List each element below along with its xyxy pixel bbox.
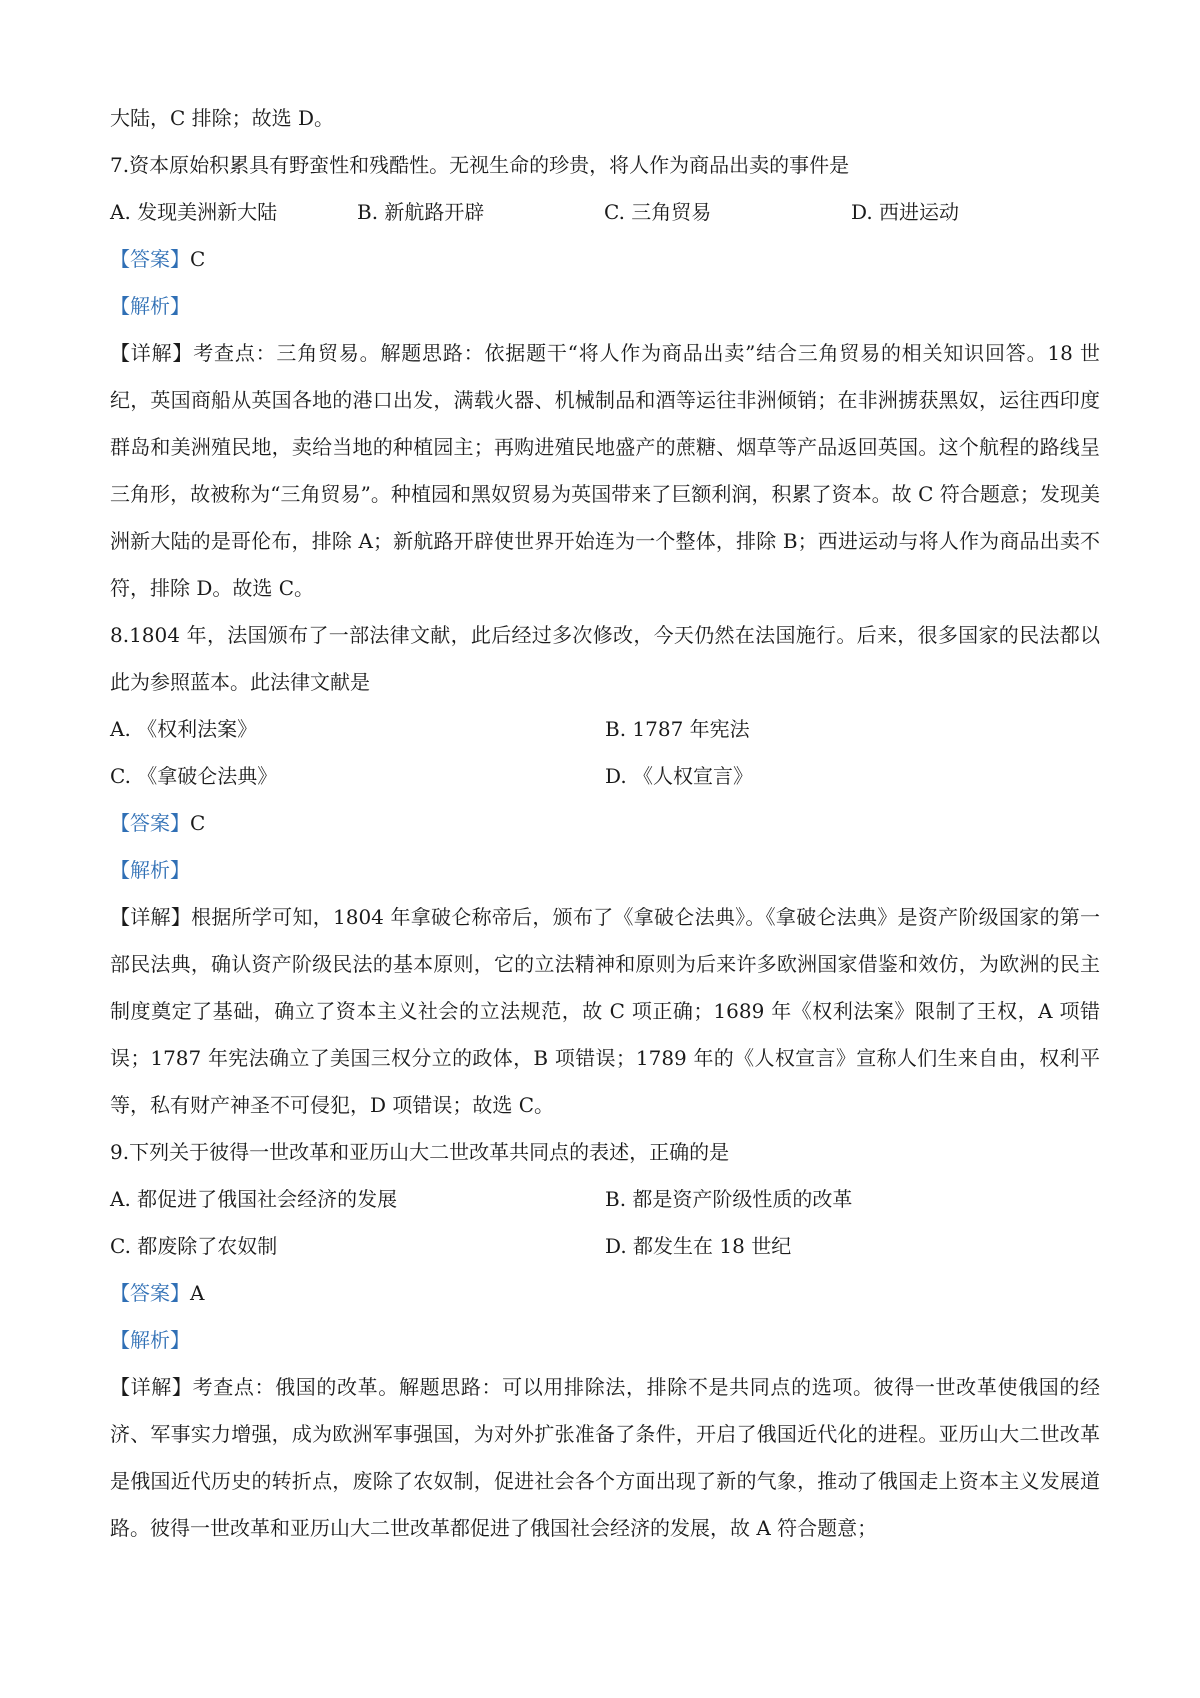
q8-option-a: A. 《权利法案》 <box>110 717 258 741</box>
q7-option-d: D. 西进运动 <box>851 200 960 224</box>
detail-text: 根据所学可知，1804 年拿破仑称帝后，颁布了《拿破仑法典》。《拿破仑法典》是资产阶级国家的第一部民法典，确认资产阶级民法的基本原则，它的立法精神和原则为后来许多欧洲国家借鉴和效仿，为欧洲的民主制度奠定了基础，确立了资本主义社会的立法规范，故 C 项正确；1689 年《权利法案》限制了王权，A 项错误；1787 年宪法确立了美国三权分立的政体，B 项错误；1789 年的《人权宣言》宣称人们生来自由，权利平等，私有财产神圣不可侵犯，D 项错误；故选 C。 <box>110 905 1100 1117</box>
detail-tag: 【详解】 <box>110 341 194 365</box>
answer-value: C <box>190 811 206 835</box>
q8-option-c: C. 《拿破仑法典》 <box>110 764 278 788</box>
q8-options-row2 <box>110 753 1100 800</box>
q7-option-b: B. 新航路开辟 <box>357 200 485 224</box>
answer-tag: 【答案】 <box>110 247 190 271</box>
q9-option-c: C. 都废除了农奴制 <box>110 1234 278 1258</box>
q9-option-a: A. 都促进了俄国社会经济的发展 <box>110 1187 398 1211</box>
q9-analysis-tag: 【解析】 <box>110 1328 190 1352</box>
q8-analysis-tag: 【解析】 <box>110 858 190 882</box>
q7-answer <box>110 236 1100 283</box>
q9-options-row1 <box>110 1176 1100 1223</box>
q7-stem: 7.资本原始积累具有野蛮性和残酷性。无视生命的珍贵，将人作为商品出卖的事件是 <box>110 153 850 177</box>
q8-option-d: D. 《人权宣言》 <box>605 764 754 788</box>
answer-tag: 【答案】 <box>110 1281 190 1305</box>
q7-detail <box>110 330 1100 612</box>
q9-answer <box>110 1270 1100 1317</box>
detail-tag: 【详解】 <box>110 905 192 929</box>
answer-tag: 【答案】 <box>110 811 190 835</box>
detail-text: 考查点：三角贸易。解题思路：依据题干“将人作为商品出卖”结合三角贸易的相关知识回答。18 世纪，英国商船从英国各地的港口出发，满载火器、机械制品和酒等运往非洲倾销；在非洲掳获黑奴，运往西印度群岛和美洲殖民地，卖给当地的种植园主；再购进殖民地盛产的蔗糖、烟草等产品返回英国。这个航程的路线呈三角形，故被称为“三角贸易”。种植园和黑奴贸易为英国带来了巨额利润，积累了资本。故 C 符合题意；发现美洲新大陆的是哥伦布，排除 A；新航路开辟使世界开始连为一个整体，排除 B；西进运动与将人作为商品出卖不符，排除 D。故选 C。 <box>110 341 1100 600</box>
q9-stem: 9.下列关于彼得一世改革和亚历山大二世改革共同点的表述，正确的是 <box>110 1140 730 1164</box>
q9-option-d: D. 都发生在 18 世纪 <box>605 1234 792 1258</box>
document-page <box>110 95 1100 1552</box>
detail-tag: 【详解】 <box>110 1375 193 1399</box>
q8-options-row1 <box>110 706 1100 753</box>
answer-value: C <box>190 247 206 271</box>
q9-detail <box>110 1364 1100 1552</box>
q9-options-row2 <box>110 1223 1100 1270</box>
q8-answer <box>110 800 1100 847</box>
q9-option-b: B. 都是资产阶级性质的改革 <box>605 1187 853 1211</box>
q7-option-c: C. 三角贸易 <box>604 200 712 224</box>
q8-option-b: B. 1787 年宪法 <box>605 717 750 741</box>
answer-value: A <box>190 1281 205 1305</box>
detail-text: 考查点：俄国的改革。解题思路：可以用排除法，排除不是共同点的选项。彼得一世改革使俄国的经济、军事实力增强，成为欧洲军事强国，为对外扩张准备了条件，开启了俄国近代化的进程。亚历山大二世改革是俄国近代历史的转折点，废除了农奴制，促进社会各个方面出现了新的气象，推动了俄国走上资本主义发展道路。彼得一世改革和亚历山大二世改革都促进了俄国社会经济的发展，故 A 符合题意； <box>110 1375 1101 1540</box>
q7-options <box>110 189 1100 236</box>
q8-stem: 8.1804 年，法国颁布了一部法律文献，此后经过多次修改，今天仍然在法国施行。后来，很多国家的民法都以此为参照蓝本。此法律文献是 <box>110 623 1100 694</box>
carry-over-text: 大陆，C 排除；故选 D。 <box>110 106 335 130</box>
q8-detail <box>110 894 1100 1129</box>
q7-option-a: A. 发现美洲新大陆 <box>110 200 278 224</box>
q7-analysis-tag: 【解析】 <box>110 294 190 318</box>
